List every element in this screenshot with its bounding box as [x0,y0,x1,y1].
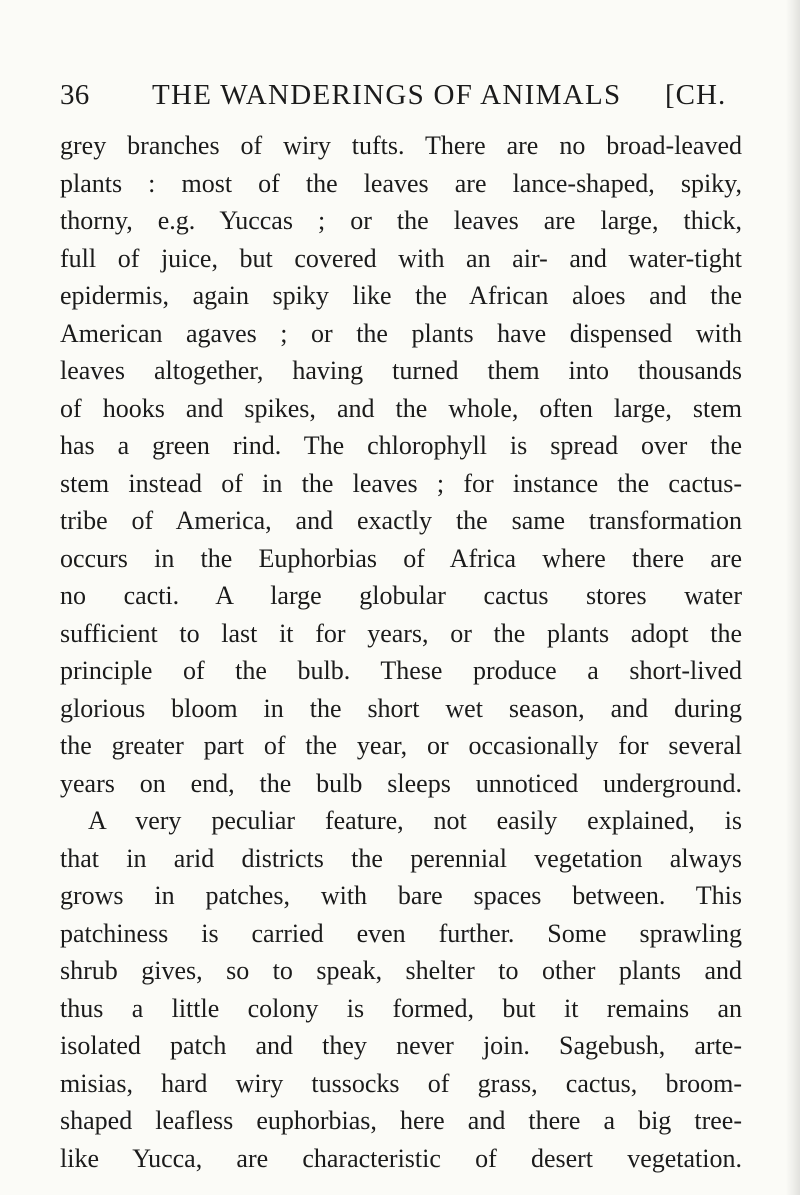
text-line: stem instead of in the leaves ; for instance the cactus- [60,468,742,498]
text-line: American agaves ; or the plants have dispensed with [60,318,742,348]
chapter-mark: [CH. [665,79,727,111]
text-line: years on end, the bulb sleeps unnoticed underground. [60,768,742,798]
text-line: like Yucca, are characteristic of desert vegetation. [60,1143,742,1173]
text-line: patchiness is carried even further. Some sprawling [60,918,742,948]
text-line: glorious bloom in the short wet season, and during [60,693,742,723]
text-line: that in arid districts the perennial vegetation always [60,843,742,873]
text-line: occurs in the Euphorbias of Africa where there are [60,543,742,573]
text-line: shrub gives, so to speak, shelter to other plants and [60,956,742,985]
text-line: full of juice, but covered with an air- and water-tight [60,243,742,273]
running-title: THE WANDERINGS OF ANIMALS [152,79,622,111]
text-line: grey branches of wiry tufts. There are no broad-leaved [60,131,742,160]
page-edge-shadow [786,0,800,1195]
text-line: no cacti. A large globular cactus stores water [60,581,742,610]
text-line: misias, hard wiry tussocks of grass, cactus, broom- [60,1068,742,1098]
text-line: of hooks and spikes, and the whole, often large, stem [60,393,742,423]
paragraph-first-line: A very peculiar feature, not easily explained, is [88,806,742,835]
text-line: grows in patches, with bare spaces between. This [60,881,742,910]
text-line: leaves altogether, having turned them into thousands [60,356,742,385]
text-line: epidermis, again spiky like the African aloes and the [60,281,742,310]
text-line: thorny, e.g. Yuccas ; or the leaves are large, thick, [60,206,742,235]
text-line: shaped leafless euphorbias, here and there a big tree- [60,1106,742,1135]
text-line: has a green rind. The chlorophyll is spread over the [60,431,742,460]
text-line: isolated patch and they never join. Sagebush, arte- [60,1031,742,1060]
running-head [60,75,740,115]
text-line: principle of the bulb. These produce a short-lived [60,656,742,685]
page-number: 36 [60,79,90,111]
text-line: tribe of America, and exactly the same transformation [60,506,742,535]
text-line: thus a little colony is formed, but it remains an [60,993,742,1023]
text-line: the greater part of the year, or occasionally for several [60,731,742,760]
body-text [60,127,742,1177]
text-line: sufficient to last it for years, or the plants adopt the [60,618,742,648]
text-line: plants : most of the leaves are lance-shaped, spiky, [60,168,742,198]
